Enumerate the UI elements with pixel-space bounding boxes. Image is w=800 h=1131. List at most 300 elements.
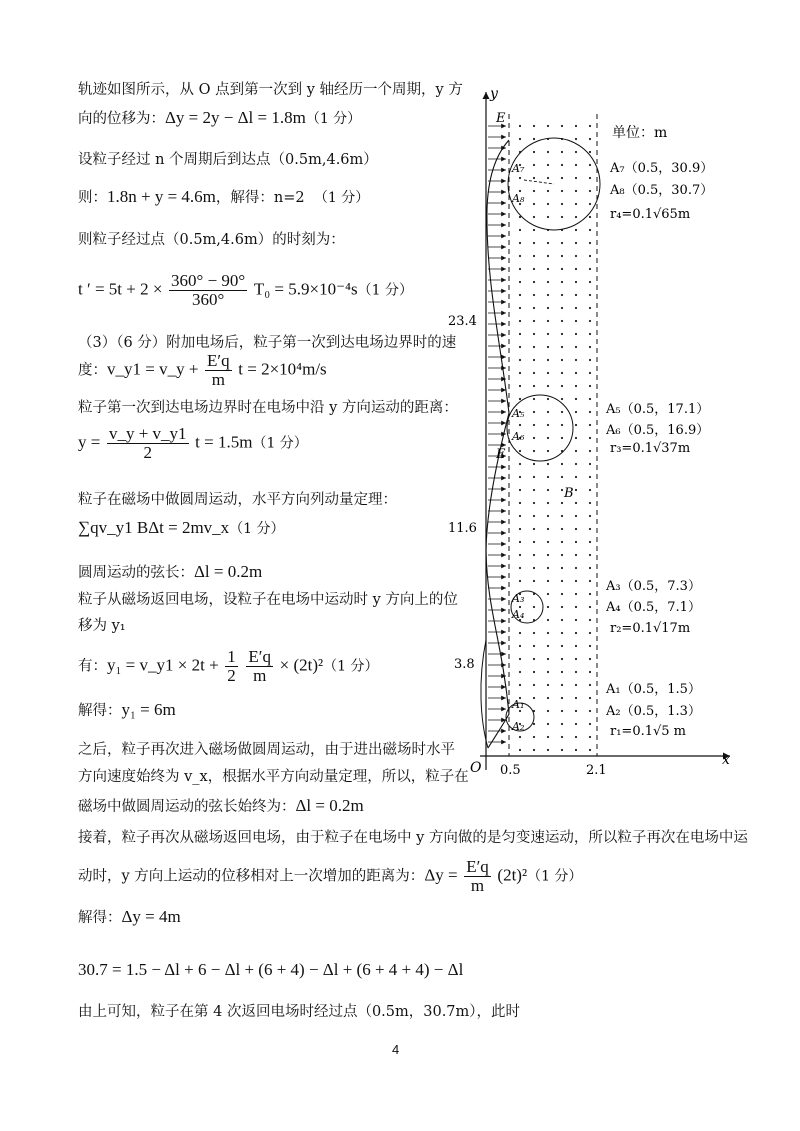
field-dot xyxy=(575,242,577,244)
field-dot xyxy=(589,164,591,166)
field-dot xyxy=(533,606,535,608)
field-dot xyxy=(561,437,563,439)
field-dot xyxy=(547,255,549,257)
circle-r3 xyxy=(507,395,573,461)
field-dot xyxy=(575,216,577,218)
field-dot xyxy=(589,411,591,413)
field-dot xyxy=(547,645,549,647)
field-dot xyxy=(589,606,591,608)
field-dot xyxy=(547,294,549,296)
label-a3: A₃（0.5，7.3） xyxy=(606,579,701,594)
text-line-24: 30.7 = 1.5 − Δl + 6 − Δl + (6 + 4) − Δl + (6 + 4 + 4) − Δl xyxy=(78,960,464,979)
field-dot xyxy=(575,424,577,426)
field-dot xyxy=(533,502,535,504)
field-dot xyxy=(589,359,591,361)
field-dot xyxy=(519,749,521,751)
field-dot xyxy=(575,463,577,465)
field-dot xyxy=(519,229,521,231)
field-dot xyxy=(547,164,549,166)
field-dot xyxy=(519,398,521,400)
field-dot xyxy=(589,567,591,569)
field-dot xyxy=(561,593,563,595)
field-dot xyxy=(561,385,563,387)
field-dot xyxy=(533,320,535,322)
field-dot xyxy=(589,424,591,426)
field-dot xyxy=(561,281,563,283)
text-line-21: 接着，粒子再次从磁场返回电场，由于粒子在电场中 y 方向做的是匀变速运动，所以粒子再次在电场中运 xyxy=(78,830,748,846)
field-dot xyxy=(547,736,549,738)
text-line-20: 磁场中做圆周运动的弦长始终为：Δl = 0.2m xyxy=(78,796,364,815)
field-dot xyxy=(547,450,549,452)
field-dot xyxy=(589,710,591,712)
field-dot xyxy=(533,437,535,439)
field-dot xyxy=(547,723,549,725)
field-dot xyxy=(533,242,535,244)
text-line-19: 方向速度始终为 v_x，根据水平方向动量定理，所以，粒子在 xyxy=(78,769,469,785)
field-dot xyxy=(519,281,521,283)
field-dot xyxy=(533,385,535,387)
text-line-8: 度：v_y1 = v_y + $\frac{E'q}{m}$ t = 2×10⁴m/s xyxy=(78,351,327,389)
field-dot xyxy=(547,125,549,127)
radius-dash xyxy=(524,180,554,184)
field-dot xyxy=(575,229,577,231)
field-dot xyxy=(519,528,521,530)
fraction-eq-over-m: $\frac{E'q}{m}$ xyxy=(207,351,230,389)
field-dot xyxy=(561,671,563,673)
field-dot xyxy=(575,125,577,127)
field-dot xyxy=(533,723,535,725)
page-number: 4 xyxy=(392,1042,400,1057)
point-a2: A₂ xyxy=(512,720,525,733)
field-dot xyxy=(575,710,577,712)
field-dot xyxy=(589,645,591,647)
field-dot xyxy=(519,502,521,504)
field-dot xyxy=(561,164,563,166)
field-dot xyxy=(547,671,549,673)
field-dot xyxy=(589,229,591,231)
field-dot xyxy=(589,125,591,127)
text-line-2: 向的位移为：Δy = 2y − Δl = 1.8m（1 分） xyxy=(78,108,362,127)
field-dot xyxy=(547,346,549,348)
field-dot xyxy=(589,281,591,283)
field-dot xyxy=(533,489,535,491)
field-dot xyxy=(575,567,577,569)
origin-label: O xyxy=(470,760,482,776)
text-line-3: 设粒子经过 n 个周期后到达点（0.5m,4.6m） xyxy=(78,152,378,168)
field-dot xyxy=(561,372,563,374)
field-dot xyxy=(561,645,563,647)
field-dot xyxy=(589,203,591,205)
field-dot xyxy=(575,476,577,478)
field-dot xyxy=(519,372,521,374)
field-dot xyxy=(589,138,591,140)
magnetic-field-dots xyxy=(519,125,591,751)
field-dot xyxy=(561,268,563,270)
field-dot xyxy=(547,372,549,374)
field-dot xyxy=(547,281,549,283)
field-dot xyxy=(575,255,577,257)
point-a6: A₆ xyxy=(512,430,525,443)
field-dot xyxy=(519,645,521,647)
field-dot xyxy=(575,528,577,530)
field-dot xyxy=(519,736,521,738)
field-dot xyxy=(519,177,521,179)
field-dot xyxy=(533,359,535,361)
field-dot xyxy=(575,684,577,686)
field-dot xyxy=(547,515,549,517)
field-dot xyxy=(575,151,577,153)
field-dot xyxy=(547,593,549,595)
field-dot xyxy=(547,567,549,569)
label-a2: A₂（0.5，1.3） xyxy=(606,704,701,719)
field-dot xyxy=(589,294,591,296)
field-dot xyxy=(533,164,535,166)
field-dot xyxy=(533,528,535,530)
point-a8: A₈ xyxy=(512,192,525,205)
field-dot xyxy=(533,515,535,517)
field-dot xyxy=(547,190,549,192)
field-dot xyxy=(533,463,535,465)
field-dot xyxy=(533,229,535,231)
field-dot xyxy=(561,307,563,309)
field-dot xyxy=(575,359,577,361)
field-dot xyxy=(561,398,563,400)
field-dot xyxy=(533,554,535,556)
field-dot xyxy=(561,177,563,179)
text-line-15: 移为 y₁ xyxy=(78,618,126,634)
field-dot xyxy=(575,411,577,413)
field-dot xyxy=(561,359,563,361)
field-dot xyxy=(533,671,535,673)
electric-field-label-mid: E xyxy=(496,447,506,462)
field-dot xyxy=(589,554,591,556)
text-line-5: 则粒子经过点（0.5m,4.6m）的时刻为： xyxy=(78,232,345,248)
field-dot xyxy=(533,424,535,426)
label-r4: r₄=0.1√65m xyxy=(610,207,691,222)
field-dot xyxy=(575,671,577,673)
field-dot xyxy=(547,203,549,205)
field-dot xyxy=(589,346,591,348)
field-dot xyxy=(547,307,549,309)
field-dot xyxy=(533,567,535,569)
field-dot xyxy=(575,541,577,543)
x-axis-label: x xyxy=(722,752,730,768)
field-dot xyxy=(561,463,563,465)
field-dot xyxy=(589,463,591,465)
field-dot xyxy=(575,203,577,205)
trajectory-curve xyxy=(486,140,509,748)
field-dot xyxy=(589,684,591,686)
field-dot xyxy=(533,294,535,296)
field-dot xyxy=(561,606,563,608)
y-tick-11.6: 11.6 xyxy=(448,521,477,536)
field-dot xyxy=(519,554,521,556)
field-dot xyxy=(575,697,577,699)
field-dot xyxy=(575,398,577,400)
field-dot xyxy=(533,580,535,582)
field-dot xyxy=(561,190,563,192)
field-dot xyxy=(547,554,549,556)
fraction-half: $\frac{1}{2}$ xyxy=(227,647,236,685)
field-dot xyxy=(575,372,577,374)
field-dot xyxy=(533,177,535,179)
field-dot xyxy=(547,437,549,439)
field-dot xyxy=(589,333,591,335)
field-dot xyxy=(519,580,521,582)
field-dot xyxy=(519,346,521,348)
field-dot xyxy=(575,723,577,725)
text-line-16: 有：y₁ = v_y1 × 2t + $\frac{1}{2}$ $\frac{E'q}{m}$ × (2t)²（1 分） xyxy=(78,647,379,685)
field-dot xyxy=(589,255,591,257)
magnetic-field-label: B xyxy=(564,486,574,501)
field-dot xyxy=(575,333,577,335)
field-dot xyxy=(547,424,549,426)
point-a1: A₁ xyxy=(512,698,525,711)
field-dot xyxy=(519,463,521,465)
field-dot xyxy=(547,333,549,335)
field-dot xyxy=(575,489,577,491)
field-dot xyxy=(519,489,521,491)
field-dot xyxy=(561,515,563,517)
field-dot xyxy=(547,632,549,634)
field-dot xyxy=(533,333,535,335)
text-line-6: t ′ = 5t + 2 × $\frac{360^\circ - 90^\circ}{360^\circ}$ T₀ = 5.9×10⁻⁴s（1 分） xyxy=(78,271,413,309)
field-dot xyxy=(547,268,549,270)
fraction-angle: $\frac{360^\circ - 90^\circ}{360^\circ}$ xyxy=(171,271,246,309)
field-dot xyxy=(589,671,591,673)
label-a6: A₆（0.5，16.9） xyxy=(606,423,710,438)
field-dot xyxy=(589,307,591,309)
field-dot xyxy=(589,502,591,504)
field-dot xyxy=(533,476,535,478)
field-dot xyxy=(589,437,591,439)
text-line-1: 轨迹如图所示，从 O 点到第一次到 y 轴经历一个周期，y 方 xyxy=(78,82,463,98)
x-tick-2.1: 2.1 xyxy=(586,763,607,778)
label-a1: A₁（0.5，1.5） xyxy=(606,682,701,697)
field-dot xyxy=(561,541,563,543)
field-dot xyxy=(575,515,577,517)
field-dot xyxy=(575,450,577,452)
field-dot xyxy=(547,697,549,699)
field-dot xyxy=(519,138,521,140)
field-dot xyxy=(561,554,563,556)
field-dot xyxy=(519,476,521,478)
field-dot xyxy=(589,658,591,660)
point-a7: A₇ xyxy=(512,162,525,175)
field-dot xyxy=(589,450,591,452)
fraction-vy-sum: $\frac{v\_y + v\_y1}{2}$ xyxy=(108,424,187,462)
field-dot xyxy=(561,151,563,153)
text-line-7: （3）（6 分）附加电场后，粒子第一次到达电场边界时的速 xyxy=(78,335,457,351)
field-dot xyxy=(561,320,563,322)
field-dot xyxy=(589,632,591,634)
y-tick-23.4: 23.4 xyxy=(448,314,477,329)
field-dot xyxy=(575,281,577,283)
field-dot xyxy=(575,385,577,387)
field-dot xyxy=(575,346,577,348)
field-dot xyxy=(589,736,591,738)
label-r1: r₁=0.1√5 m xyxy=(610,724,687,739)
field-dot xyxy=(547,489,549,491)
field-dot xyxy=(575,307,577,309)
field-dot xyxy=(533,255,535,257)
fraction-eq-over-m-3: $\frac{E'q}{m}$ xyxy=(466,857,489,895)
field-dot xyxy=(575,138,577,140)
text-line-25: 由上可知，粒子在第 4 次返回电场时经过点（0.5m，30.7m），此时 xyxy=(78,1004,521,1020)
label-a5: A₅（0.5，17.1） xyxy=(606,402,710,417)
field-dot xyxy=(561,658,563,660)
field-dot xyxy=(533,307,535,309)
field-dot xyxy=(575,632,577,634)
text-line-10: y = $\frac{v\_y + v\_y1}{2}$ t = 1.5m（1 分） xyxy=(78,424,308,462)
field-dot xyxy=(561,216,563,218)
field-dot xyxy=(561,723,563,725)
field-dot xyxy=(589,398,591,400)
y-axis-label: y xyxy=(490,86,498,102)
field-dot xyxy=(561,619,563,621)
field-dot xyxy=(575,190,577,192)
field-dot xyxy=(519,242,521,244)
field-dot xyxy=(575,164,577,166)
field-dot xyxy=(533,541,535,543)
trajectory-branch xyxy=(481,640,488,748)
text-line-12: ∑qv_y1 BΔt = 2mv_x（1 分） xyxy=(78,518,285,537)
field-dot xyxy=(519,658,521,660)
field-dot xyxy=(575,606,577,608)
field-dot xyxy=(575,268,577,270)
field-dot xyxy=(519,385,521,387)
y-tick-3.8: 3.8 xyxy=(454,657,475,672)
field-dot xyxy=(561,710,563,712)
field-dot xyxy=(589,320,591,322)
field-dot xyxy=(561,528,563,530)
field-dot xyxy=(561,346,563,348)
field-dot xyxy=(589,580,591,582)
field-dot xyxy=(561,411,563,413)
field-dot xyxy=(547,216,549,218)
field-dot xyxy=(575,294,577,296)
label-a8: A₈（0.5，30.7） xyxy=(610,183,714,198)
field-dot xyxy=(561,489,563,491)
field-dot xyxy=(547,658,549,660)
field-dot xyxy=(575,619,577,621)
field-dot xyxy=(533,749,535,751)
field-dot xyxy=(533,268,535,270)
field-dot xyxy=(547,502,549,504)
label-a4: A₄（0.5，7.1） xyxy=(606,600,701,615)
field-dot xyxy=(533,450,535,452)
field-dot xyxy=(589,749,591,751)
field-dot xyxy=(547,606,549,608)
field-dot xyxy=(589,697,591,699)
field-dot xyxy=(547,710,549,712)
field-dot xyxy=(589,177,591,179)
field-dot xyxy=(561,502,563,504)
text-line-14: 粒子从磁场返回电场，设粒子在电场中运动时 y 方向上的位 xyxy=(78,592,458,608)
field-dot xyxy=(561,203,563,205)
field-dot xyxy=(561,242,563,244)
field-dot xyxy=(575,580,577,582)
field-dot xyxy=(547,177,549,179)
field-dot xyxy=(547,684,549,686)
field-dot xyxy=(589,151,591,153)
trajectory-figure xyxy=(440,80,740,780)
field-dot xyxy=(533,411,535,413)
field-dot xyxy=(547,619,549,621)
field-dot xyxy=(547,242,549,244)
field-dot xyxy=(547,528,549,530)
field-dot xyxy=(575,749,577,751)
text-line-9: 粒子第一次到达电场边界时在电场中沿 y 方向运动的距离： xyxy=(78,400,458,416)
electric-field-label-top: E xyxy=(496,111,506,126)
label-a7: A₇（0.5，30.9） xyxy=(610,161,714,176)
field-dot xyxy=(575,177,577,179)
field-dot xyxy=(561,736,563,738)
field-dot xyxy=(589,242,591,244)
field-dot xyxy=(589,489,591,491)
field-dot xyxy=(533,346,535,348)
field-dot xyxy=(547,463,549,465)
field-dot xyxy=(533,372,535,374)
point-a5: A₅ xyxy=(512,407,525,420)
field-dot xyxy=(547,411,549,413)
field-dot xyxy=(575,593,577,595)
field-dot xyxy=(561,749,563,751)
field-dot xyxy=(561,255,563,257)
field-dot xyxy=(533,190,535,192)
field-dot xyxy=(519,294,521,296)
field-dot xyxy=(561,580,563,582)
field-dot xyxy=(533,138,535,140)
field-dot xyxy=(533,684,535,686)
field-dot xyxy=(561,294,563,296)
field-dot xyxy=(561,567,563,569)
field-dot xyxy=(547,398,549,400)
field-dot xyxy=(519,671,521,673)
field-dot xyxy=(519,450,521,452)
field-dot xyxy=(561,333,563,335)
field-dot xyxy=(533,398,535,400)
field-dot xyxy=(533,632,535,634)
field-dot xyxy=(519,567,521,569)
field-dot xyxy=(589,372,591,374)
unit-label: 单位：m xyxy=(612,125,668,141)
text-line-22: 动时，y 方向上运动的位移相对上一次增加的距离为：Δy = $\frac{E'q}{m}$ (2t)²（1 分） xyxy=(78,857,583,895)
field-dot xyxy=(519,515,521,517)
field-dot xyxy=(533,281,535,283)
field-dot xyxy=(561,476,563,478)
field-dot xyxy=(575,658,577,660)
field-dot xyxy=(589,619,591,621)
field-dot xyxy=(519,684,521,686)
field-dot xyxy=(519,320,521,322)
field-dot xyxy=(561,632,563,634)
field-dot xyxy=(519,632,521,634)
field-dot xyxy=(575,437,577,439)
field-dot xyxy=(589,216,591,218)
field-dot xyxy=(561,424,563,426)
x-tick-0.5: 0.5 xyxy=(500,763,521,778)
field-dot xyxy=(547,385,549,387)
field-dot xyxy=(561,125,563,127)
field-dot xyxy=(547,320,549,322)
field-dot xyxy=(533,125,535,127)
field-dot xyxy=(519,125,521,127)
field-dot xyxy=(547,580,549,582)
field-dot xyxy=(575,645,577,647)
field-dot xyxy=(589,541,591,543)
point-a3: A₃ xyxy=(512,592,525,605)
